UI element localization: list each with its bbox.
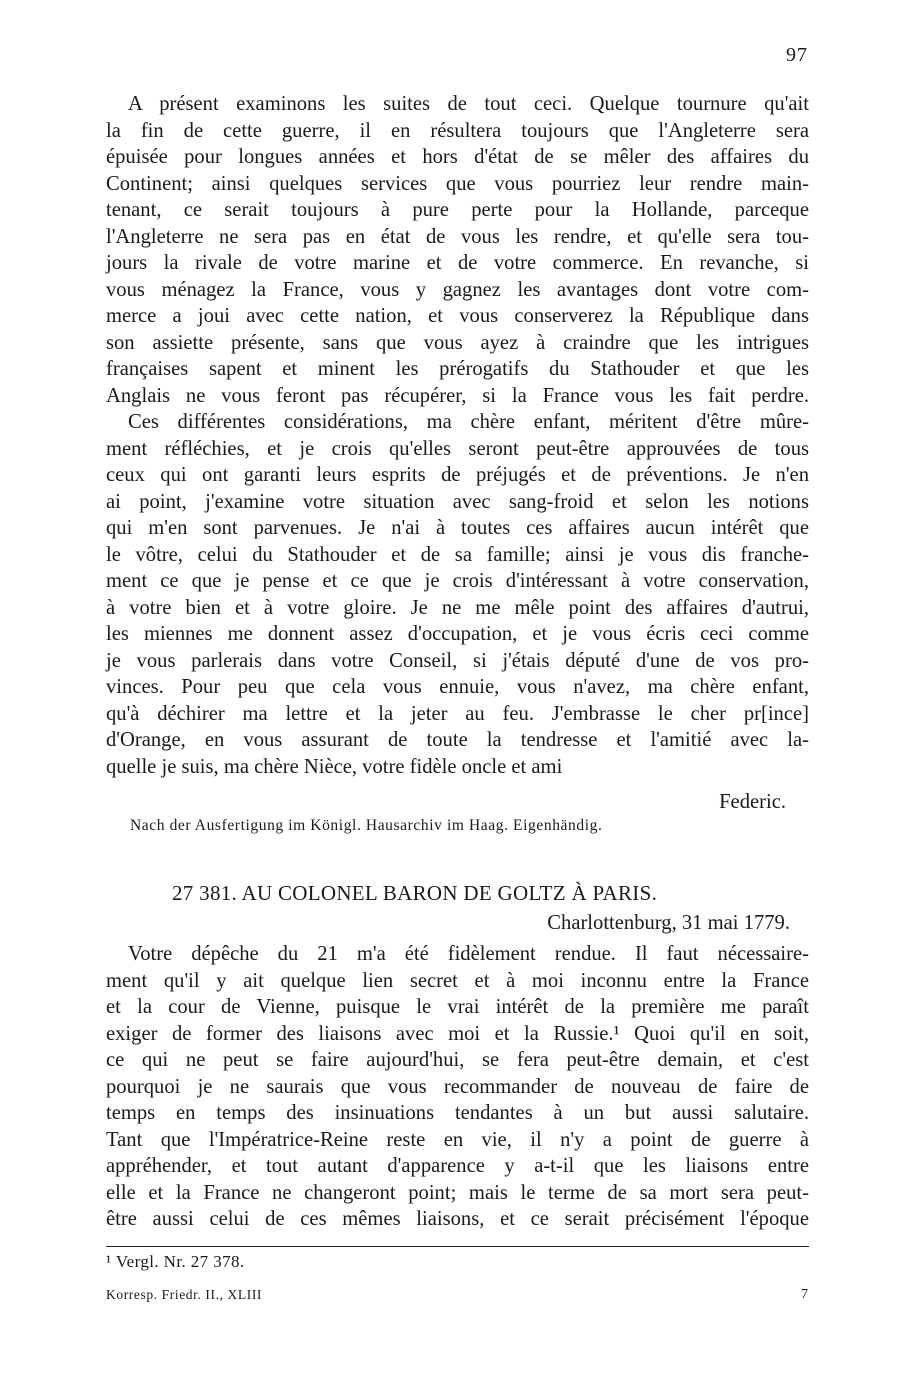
text-line: son assiette présente, sans que vous ayez à craindre que les intrigues [106,331,809,354]
text-line: la fin de cette guerre, il en résultera toujours que l'Angleterre sera [106,119,809,142]
text-line: ceux qui ont garanti leurs esprits de préjugés et de préventions. Je n'en [106,464,809,486]
text-line: je vous parlerais dans votre Conseil, si j'étais député d'une de vos pro- [106,649,809,672]
text-line: ment qu'il y ait quelque lien secret et à moi inconnu entre la France [106,969,809,992]
text-line: temps en temps des insinuations tendantes à un but aussi salutaire. [106,1102,809,1124]
text-line: Ces différentes considérations, ma chère enfant, méritent d'être mûre- [128,411,809,433]
text-line: qu'à déchirer ma lettre et la jeter au feu. J'embrasse le cher pr[ince] [106,702,809,725]
text-line: quelle je suis, ma chère Nièce, votre fidèle oncle et ami [106,755,563,778]
text-line: le vôtre, celui du Stathouder et de sa famille; ainsi je vous dis franche- [106,543,809,566]
text-line: merce a joui avec cette nation, et vous conserverez la République dans [106,305,809,327]
footnote-divider [106,1246,809,1247]
text-line: A présent examinons les suites de tout ceci. Quelque tournure qu'ait [128,93,809,115]
page-number: 97 [786,44,808,66]
text-line: tenant, ce serait toujours à pure perte pour la Hollande, parceque [106,199,809,221]
footer-signature-mark: Korresp. Friedr. II., XLIII [106,1287,263,1302]
footer-sheet-number: 7 [801,1287,808,1302]
text-line: d'Orange, en vous assurant de toute la tendresse et l'amitié avec la- [106,729,809,751]
text-line: Tant que l'Impératrice-Reine reste en vie, il n'y a point de guerre à [106,1128,809,1151]
text-line: vous ménagez la France, vous y gagnez les avantages dont votre com- [106,278,809,301]
dateline: Charlottenburg, 31 mai 1779. [547,912,790,934]
text-line: jours la rivale de votre marine et de votre commerce. En revanche, si [106,252,809,274]
text-line: à votre bien et à votre gloire. Je ne me mêle point des affaires d'autrui, [106,596,809,619]
text-line: appréhender, et tout autant d'apparence y a-t-il que les liaisons entre [106,1155,809,1177]
text-line: ce qui ne peut se faire aujourd'hui, se fera peut-être demain, et c'est [106,1049,809,1071]
text-line: ment ce que je pense et ce que je crois d'intéressant à votre conservation, [106,570,809,592]
text-line: être aussi celui de ces mêmes liaisons, et ce serait précisément l'époque [106,1208,809,1230]
text-line: Anglais ne vous feront pas récupérer, si la France vous les fait perdre. [106,384,809,407]
text-line: l'Angleterre ne sera pas en état de vous les rendre, et qu'elle sera tou- [106,225,809,248]
letter-heading: 27 381. AU COLONEL BARON DE GOLTZ À PARIS. [172,881,658,905]
text-line: Continent; ainsi quelques services que vous pourriez leur rendre main- [106,172,809,195]
source-note: Nach der Ausfertigung im Königl. Hausarchiv im Haag. Eigenhändig. [130,817,603,834]
text-line: et la cour de Vienne, puisque le vrai intérêt de la première me paraît [106,996,809,1018]
text-line: épuisée pour longues années et hors d'état de se mêler des affaires du [106,146,809,168]
text-line: ai point, j'examine votre situation avec sang-froid et selon les notions [106,490,809,513]
footnote: ¹ Vergl. Nr. 27 378. [106,1252,245,1271]
text-line: ment réfléchies, et je crois qu'elles seront peut-être approuvées de tous [106,437,809,460]
text-line: françaises sapent et minent les prérogatifs du Stathouder et que les [106,358,809,380]
text-line: elle et la France ne changeront point; mais le terme de sa mort sera peut- [106,1181,809,1204]
text-line: exiger de former des liaisons avec moi et la Russie.¹ Quoi qu'il en soit, [106,1022,809,1045]
text-line: qui m'en sont parvenues. Je n'ai à toutes ces affaires aucun intérêt que [106,517,809,539]
text-line: Votre dépêche du 21 m'a été fidèlement rendue. Il faut nécessaire- [128,943,809,965]
text-line: vinces. Pour peu que cela vous ennuie, vous n'avez, ma chère enfant, [106,676,809,698]
signature: Federic. [719,791,786,813]
text-line: les miennes me donnent assez d'occupation, et je vous écris ceci comme [106,623,809,645]
text-line: pourquoi je ne saurais que vous recommander de nouveau de faire de [106,1075,809,1098]
